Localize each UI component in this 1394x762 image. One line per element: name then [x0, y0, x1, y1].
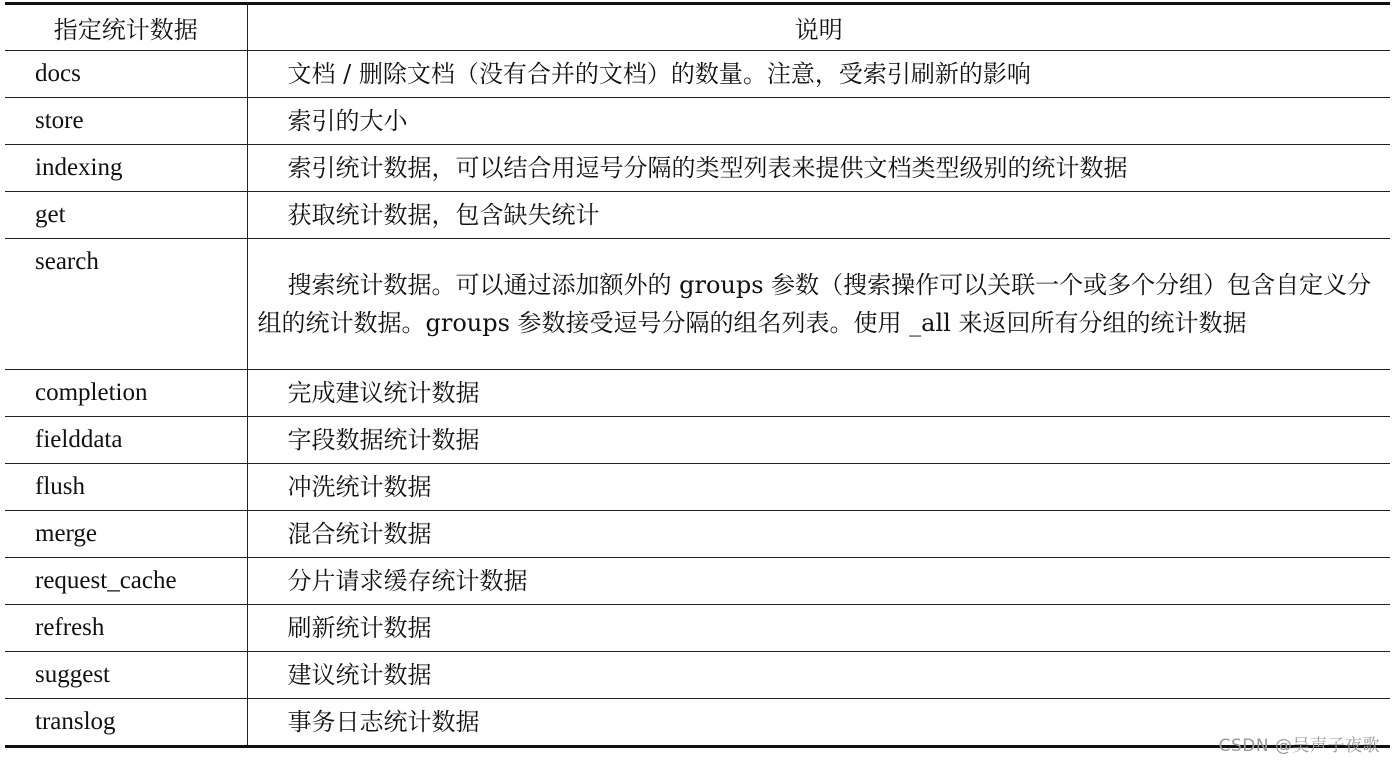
stat-name: flush — [5, 464, 247, 511]
table-row — [5, 239, 1390, 370]
stat-name: indexing — [5, 145, 247, 192]
header-description: 说明 — [247, 4, 1390, 51]
stat-name: refresh — [5, 605, 247, 652]
table-row — [5, 699, 1390, 747]
stat-name: search — [5, 239, 247, 370]
stat-name: merge — [5, 511, 247, 558]
stat-name: translog — [5, 699, 247, 747]
table-row — [5, 417, 1390, 464]
stat-description: 搜索统计数据。可以通过添加额外的 groups 参数（搜索操作可以关联一个或多个分组）包含自定义分组的统计数据。groups 参数接受逗号分隔的组名列表。使用 _all 来返回所有分组的统计数据 — [247, 239, 1390, 370]
table-row — [5, 192, 1390, 239]
header-row — [5, 4, 1390, 51]
stats-table — [5, 2, 1390, 748]
stat-description: 建议统计数据 — [247, 652, 1390, 699]
table-row — [5, 605, 1390, 652]
table-row — [5, 370, 1390, 417]
stat-description: 完成建议统计数据 — [247, 370, 1390, 417]
watermark: CSDN @吴声子夜歌 — [1218, 736, 1380, 756]
stat-name: suggest — [5, 652, 247, 699]
table-row — [5, 464, 1390, 511]
stat-name: request_cache — [5, 558, 247, 605]
stat-description: 文档 / 删除文档（没有合并的文档）的数量。注意，受索引刷新的影响 — [247, 51, 1390, 98]
stat-description: 获取统计数据，包含缺失统计 — [247, 192, 1390, 239]
stat-description: 事务日志统计数据 — [247, 699, 1390, 747]
table-row — [5, 98, 1390, 145]
stat-description: 字段数据统计数据 — [247, 417, 1390, 464]
stat-description: 刷新统计数据 — [247, 605, 1390, 652]
header-stat: 指定统计数据 — [5, 4, 247, 51]
stat-description: 分片请求缓存统计数据 — [247, 558, 1390, 605]
stat-name: completion — [5, 370, 247, 417]
stat-name: get — [5, 192, 247, 239]
stat-name: fielddata — [5, 417, 247, 464]
table-row — [5, 145, 1390, 192]
table-row — [5, 511, 1390, 558]
stat-description: 混合统计数据 — [247, 511, 1390, 558]
stat-description: 冲洗统计数据 — [247, 464, 1390, 511]
stat-name: store — [5, 98, 247, 145]
table-row — [5, 558, 1390, 605]
stat-description: 索引统计数据，可以结合用逗号分隔的类型列表来提供文档类型级别的统计数据 — [247, 145, 1390, 192]
stat-description: 索引的大小 — [247, 98, 1390, 145]
table-row — [5, 652, 1390, 699]
table-row — [5, 51, 1390, 98]
stat-name: docs — [5, 51, 247, 98]
